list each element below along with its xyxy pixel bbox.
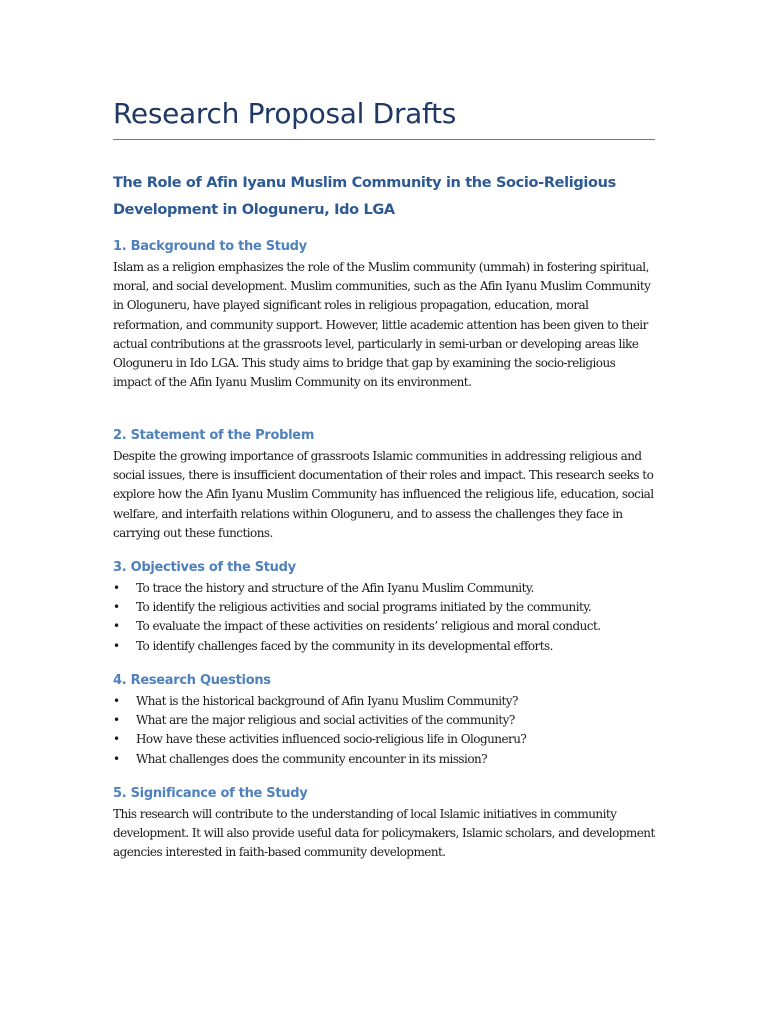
section-objectives xyxy=(113,557,655,656)
bullet-icon: • xyxy=(113,732,120,747)
list-item xyxy=(113,730,655,749)
list-item xyxy=(113,750,655,769)
bullet-icon: • xyxy=(113,600,120,615)
bullet-icon: • xyxy=(113,619,120,634)
bullet-icon: • xyxy=(113,581,120,595)
list-item-text: What challenges does the community encounter in its mission? xyxy=(136,751,488,766)
list-item xyxy=(113,692,655,711)
section-heading: 3. Objectives of the Study xyxy=(113,560,296,575)
section-heading: 1. Background to the Study xyxy=(113,239,307,254)
proposal-subtitle: The Role of Afin Iyanu Muslim Community in the Socio-Religious Development in Ologuneru, Ido LGA xyxy=(113,175,616,218)
section-paragraph: This research will contribute to the understanding of local Islamic initiatives in community development. It will also provide useful data for policymakers, Islamic scholars, and development agencies interested in faith-based community development. xyxy=(113,807,655,860)
list-item-text: How have these activities influenced socio-religious life in Ologuneru? xyxy=(136,732,527,747)
bullet-icon: • xyxy=(113,694,120,708)
list-item-text: What are the major religious and social activities of the community? xyxy=(136,713,515,728)
section-problem-statement xyxy=(113,425,655,543)
section-paragraph: Islam as a religion emphasizes the role of the Muslim community (ummah) in fostering spiritual, moral, and social development. Muslim communities, such as the Afin Iyanu Muslim Community in Ologuneru, have played significant roles in religious propagation, education, moral reformation, and community support. However, little academic attention has been given to their actual contributions at the grassroots level, particularly in semi-urban or developing areas like Ologuneru in Ido LGA. This study aims to bridge that gap by examining the socio-religious impact of the Afin Iyanu Muslim Community on its environment. xyxy=(113,260,651,390)
list-item xyxy=(113,598,655,617)
section-significance xyxy=(113,783,655,863)
list-item-text: To evaluate the impact of these activities on residents’ religious and moral conduct. xyxy=(136,619,601,634)
list-item xyxy=(113,711,655,730)
list-item-text: To identify challenges faced by the community in its developmental efforts. xyxy=(136,638,553,653)
list-item xyxy=(113,617,655,636)
list-item-text: What is the historical background of Afin Iyanu Muslim Community? xyxy=(136,694,518,708)
title-divider xyxy=(113,139,655,140)
list-item-text: To identify the religious activities and social programs initiated by the community. xyxy=(136,600,592,615)
section-heading: 2. Statement of the Problem xyxy=(113,428,315,443)
section-paragraph: Despite the growing importance of grassroots Islamic communities in addressing religious and social issues, there is insufficient documentation of their roles and impact. This research seeks to explore how the Afin Iyanu Muslim Community has influenced the religious life, education, social welfare, and interfaith relations within Ologuneru, and to assess the challenges they face in carrying out these functions. xyxy=(113,449,654,540)
questions-list xyxy=(113,692,655,769)
list-item xyxy=(113,579,655,598)
section-background xyxy=(113,236,655,392)
bullet-icon: • xyxy=(113,751,120,766)
section-research-questions xyxy=(113,670,655,769)
bullet-icon: • xyxy=(113,713,120,728)
objectives-list xyxy=(113,579,655,656)
section-heading: 4. Research Questions xyxy=(113,673,271,688)
document-title: Research Proposal Drafts xyxy=(113,97,457,130)
list-item xyxy=(113,637,655,656)
section-heading: 5. Significance of the Study xyxy=(113,786,308,801)
list-item-text: To trace the history and structure of the Afin Iyanu Muslim Community. xyxy=(136,581,534,595)
bullet-icon: • xyxy=(113,638,120,653)
